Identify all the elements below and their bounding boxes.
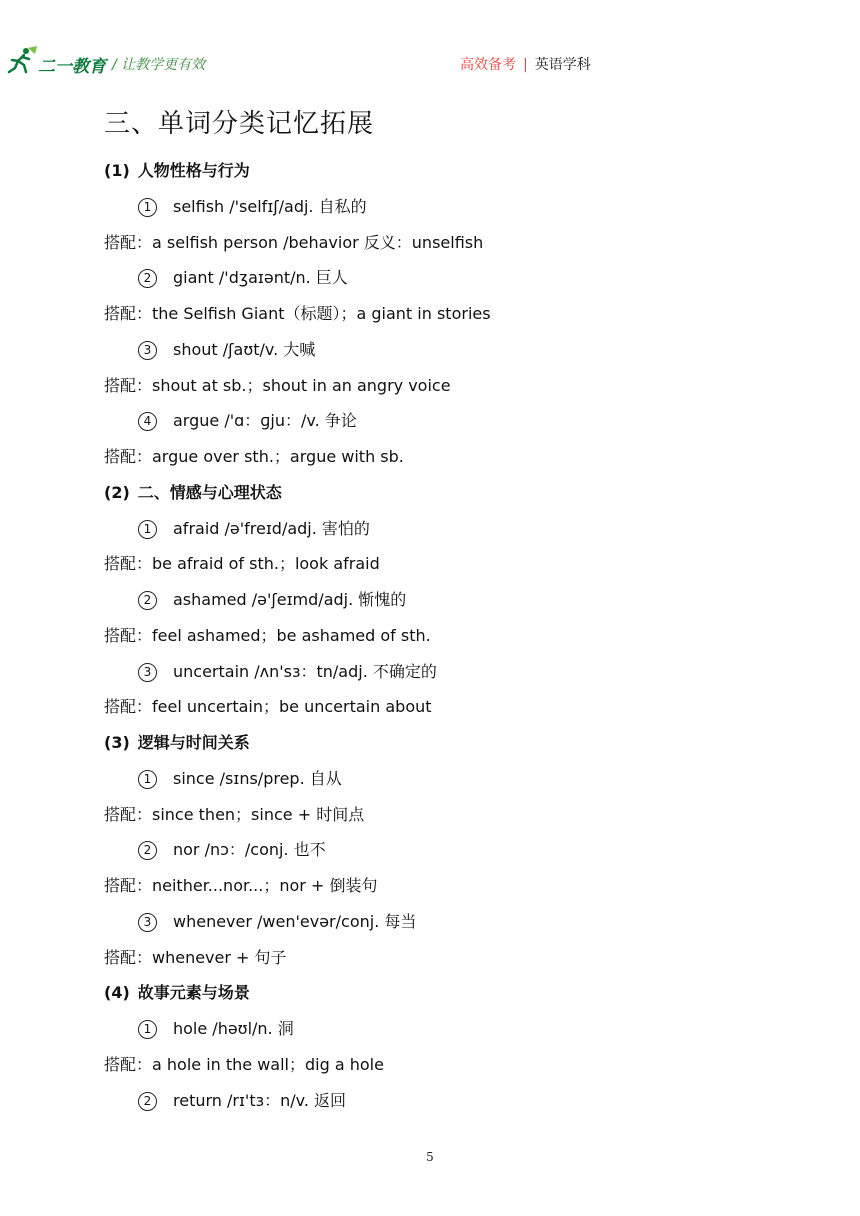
collocation-line bbox=[104, 1052, 384, 1075]
section-title: 人物性格与行为 bbox=[137, 161, 250, 180]
collocation-text: 搭配：whenever + 句子 bbox=[104, 947, 287, 967]
section-title: 故事元素与场景 bbox=[137, 983, 250, 1003]
vocab-item bbox=[138, 408, 357, 431]
collocation-text: 搭配：argue over sth.；argue with sb. bbox=[104, 447, 404, 466]
header-subject-name: 英语学科 bbox=[534, 57, 591, 73]
section-heading bbox=[104, 158, 250, 181]
vocab-item bbox=[138, 837, 326, 860]
vocab-item bbox=[138, 516, 370, 539]
page-header bbox=[0, 40, 860, 84]
vocab-item bbox=[138, 1016, 294, 1039]
vocab-item bbox=[138, 1088, 346, 1111]
collocation-text: 搭配：neither...nor...；nor + 倒装句 bbox=[104, 876, 378, 895]
collocation-text: 搭配：feel uncertain；be uncertain about bbox=[104, 697, 432, 717]
vocab-entry: afraid /ə'freɪd/adj. 害怕的 bbox=[173, 518, 370, 538]
circled-number: 3 bbox=[138, 663, 157, 682]
section-number: (3) bbox=[104, 733, 130, 752]
section-title: 逻辑与时间关系 bbox=[137, 733, 250, 752]
collocation-text: 搭配：a selfish person /behavior 反义：unselfish bbox=[104, 232, 484, 252]
collocation-line bbox=[104, 551, 380, 574]
page-number: 5 bbox=[426, 1150, 434, 1164]
circled-number: 2 bbox=[138, 591, 157, 610]
section-heading bbox=[104, 480, 282, 503]
collocation-line bbox=[104, 230, 483, 253]
vocab-item bbox=[138, 766, 342, 789]
vocab-item bbox=[138, 337, 315, 360]
collocation-line bbox=[104, 373, 451, 396]
vocab-entry: shout /ʃaʊt/v. 大喊 bbox=[173, 339, 316, 359]
circled-number: 2 bbox=[138, 269, 157, 288]
collocation-line bbox=[104, 802, 364, 825]
collocation-text: 搭配：feel ashamed；be ashamed of sth. bbox=[104, 625, 431, 645]
vocab-entry: return /rɪ'tɜ：n/v. 返回 bbox=[173, 1090, 347, 1110]
brand-name: 二一教育 bbox=[38, 57, 106, 77]
circled-number: 1 bbox=[138, 1020, 157, 1039]
section-number: (4) bbox=[104, 983, 130, 1003]
circled-number: 2 bbox=[138, 841, 157, 860]
vocab-entry: nor /nɔ：/conj. 也不 bbox=[173, 840, 326, 860]
collocation-line bbox=[104, 301, 491, 324]
vocab-entry: hole /həʊl/n. 洞 bbox=[173, 1019, 294, 1038]
vocab-entry: selfish /'selfɪʃ/adj. 自私的 bbox=[173, 196, 367, 216]
runner-logo-icon bbox=[4, 46, 38, 74]
vocab-item bbox=[138, 265, 348, 288]
vocab-item bbox=[138, 587, 406, 610]
vocab-entry: uncertain /ʌn'sɜ：tn/adj. 不确定的 bbox=[173, 661, 437, 681]
circled-number: 3 bbox=[138, 913, 157, 932]
section-number: (2) bbox=[104, 482, 130, 502]
vocab-item bbox=[138, 194, 367, 217]
brand-slogan: / 让教学更有效 bbox=[112, 57, 206, 73]
page-title: 三、单词分类记忆拓展 bbox=[104, 109, 375, 139]
collocation-line bbox=[104, 873, 377, 896]
circled-number: 4 bbox=[138, 412, 157, 431]
circled-number: 1 bbox=[138, 520, 157, 539]
collocation-line bbox=[104, 444, 404, 467]
vocab-item bbox=[138, 909, 416, 932]
collocation-line bbox=[104, 623, 431, 646]
collocation-text: 搭配：be afraid of sth.；look afraid bbox=[104, 554, 380, 574]
section-title: 二、情感与心理状态 bbox=[137, 482, 282, 502]
header-separator: | bbox=[523, 57, 528, 73]
collocation-text: 搭配：shout at sb.；shout in an angry voice bbox=[104, 375, 451, 395]
collocation-text: 搭配：since then；since + 时间点 bbox=[104, 804, 365, 824]
section-heading bbox=[104, 980, 250, 1003]
circled-number: 1 bbox=[138, 770, 157, 789]
collocation-text: 搭配：a hole in the wall；dig a hole bbox=[104, 1054, 384, 1074]
collocation-text: 搭配：the Selfish Giant（标题）；a giant in stories bbox=[104, 304, 491, 323]
circled-number: 1 bbox=[138, 198, 157, 217]
vocab-entry: argue /'ɑ：ɡju：/v. 争论 bbox=[173, 411, 357, 431]
section-number: (1) bbox=[104, 161, 130, 180]
vocab-entry: giant /'dʒaɪənt/n. 巨人 bbox=[173, 268, 348, 288]
header-subject bbox=[460, 54, 591, 74]
collocation-line bbox=[104, 945, 287, 968]
header-tag: 高效备考 bbox=[460, 57, 516, 73]
vocab-entry: whenever /wen'evər/conj. 每当 bbox=[173, 911, 417, 931]
collocation-line bbox=[104, 694, 432, 717]
vocab-item bbox=[138, 659, 437, 682]
vocab-entry: since /sɪns/prep. 自从 bbox=[173, 768, 342, 788]
vocab-entry: ashamed /ə'ʃeɪmd/adj. 惭愧的 bbox=[173, 590, 407, 609]
circled-number: 2 bbox=[138, 1092, 157, 1111]
section-heading bbox=[104, 730, 250, 753]
circled-number: 3 bbox=[138, 341, 157, 360]
